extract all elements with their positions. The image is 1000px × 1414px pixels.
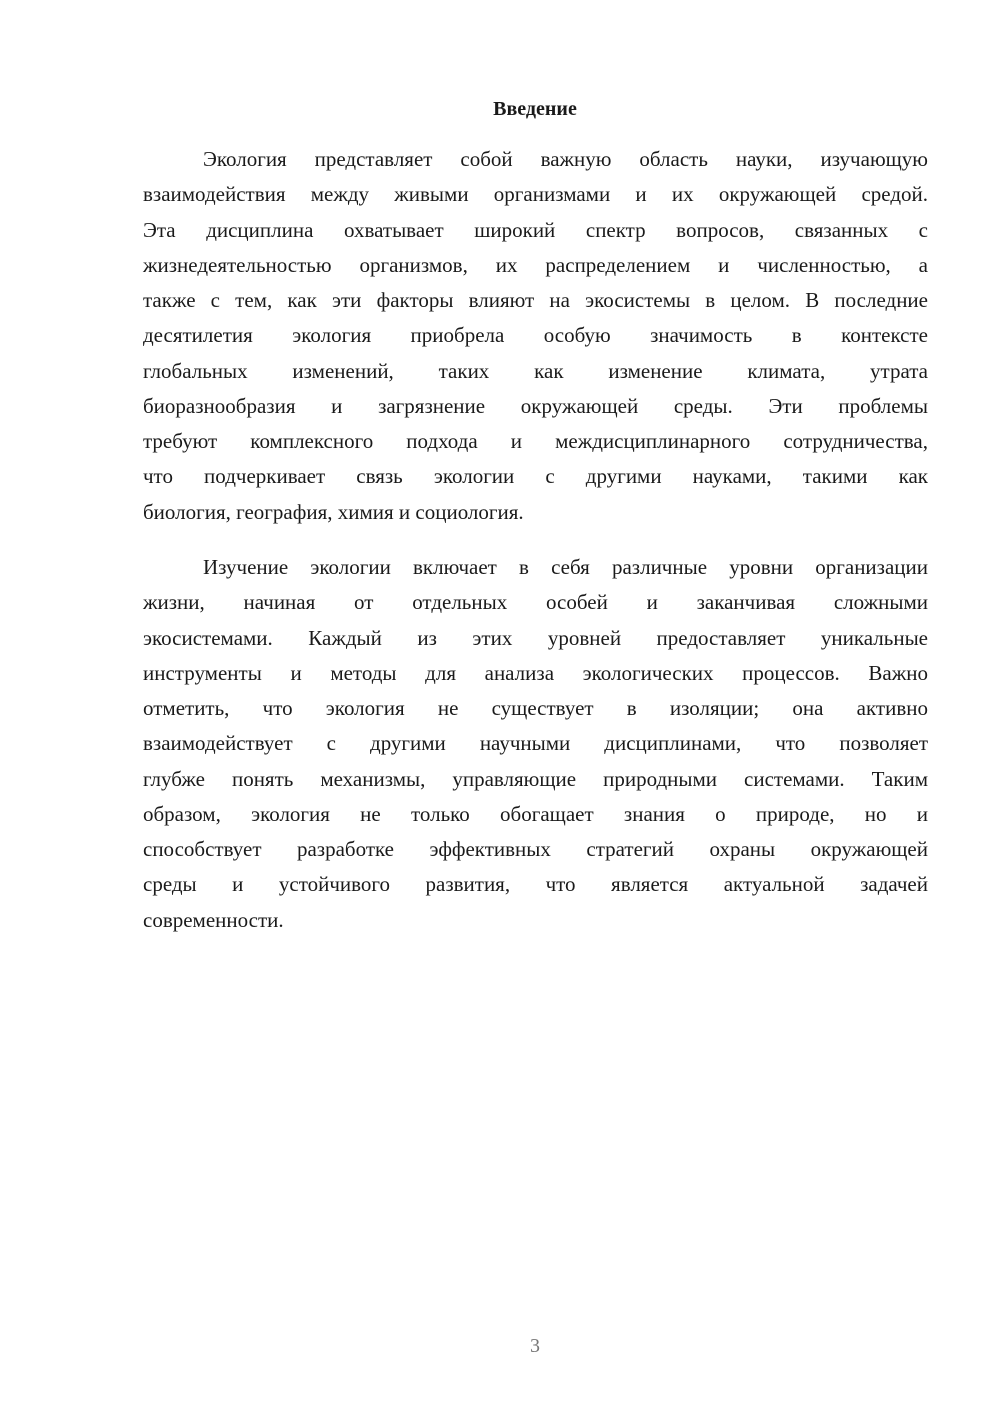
text-line: глубже понять механизмы, управляющие природными системами. Таким — [143, 766, 928, 791]
text-line: образом, экология не только обогащает знания о природе, но и — [143, 801, 928, 826]
text-line: биоразнообразия и загрязнение окружающей среды. Эти проблемы — [143, 393, 928, 418]
text-line: Экология представляет собой важную область науки, изучающую — [203, 147, 928, 171]
text-line: жизнедеятельностью организмов, их распределением и численностью, а — [143, 252, 928, 277]
page-number: 3 — [530, 1335, 540, 1357]
section-heading: Введение — [493, 98, 577, 120]
text-line: взаимодействия между живыми организмами и их окружающей средой. — [143, 182, 928, 207]
text-line: что подчеркивает связь экологии с другими науками, такими как — [143, 464, 928, 489]
text-line: отметить, что экология не существует в изоляции; она активно — [143, 696, 928, 720]
text-line: инструменты и методы для анализа экологических процессов. Важно — [143, 660, 928, 685]
text-line: взаимодействует с другими научными дисциплинами, что позволяет — [143, 731, 928, 756]
text-line: Эта дисциплина охватывает широкий спектр вопросов, связанных с — [143, 217, 928, 242]
text-line: среды и устойчивого развития, что является актуальной задачей — [143, 872, 928, 897]
text-line: требуют комплексного подхода и междисциплинарного сотрудничества, — [143, 429, 928, 453]
text-line: биология, география, химия и социология. — [143, 499, 524, 524]
text-line: современности. — [143, 907, 284, 932]
text-line: жизни, начиная от отдельных особей и заканчивая сложными — [143, 590, 928, 615]
text-line: экосистемами. Каждый из этих уровней предоставляет уникальные — [143, 625, 928, 650]
text-line: десятилетия экология приобрела особую значимость в контексте — [143, 323, 928, 348]
paragraph-2 — [143, 550, 928, 938]
text-line: глобальных изменений, таких как изменение климата, утрата — [143, 358, 928, 383]
text-line: способствует разработке эффективных стратегий охраны окружающей — [143, 837, 928, 861]
text-line: также с тем, как эти факторы влияют на экосистемы в целом. В последние — [143, 288, 928, 312]
text-line: Изучение экологии включает в себя различные уровни организации — [203, 555, 928, 579]
paragraph-1 — [143, 142, 928, 530]
